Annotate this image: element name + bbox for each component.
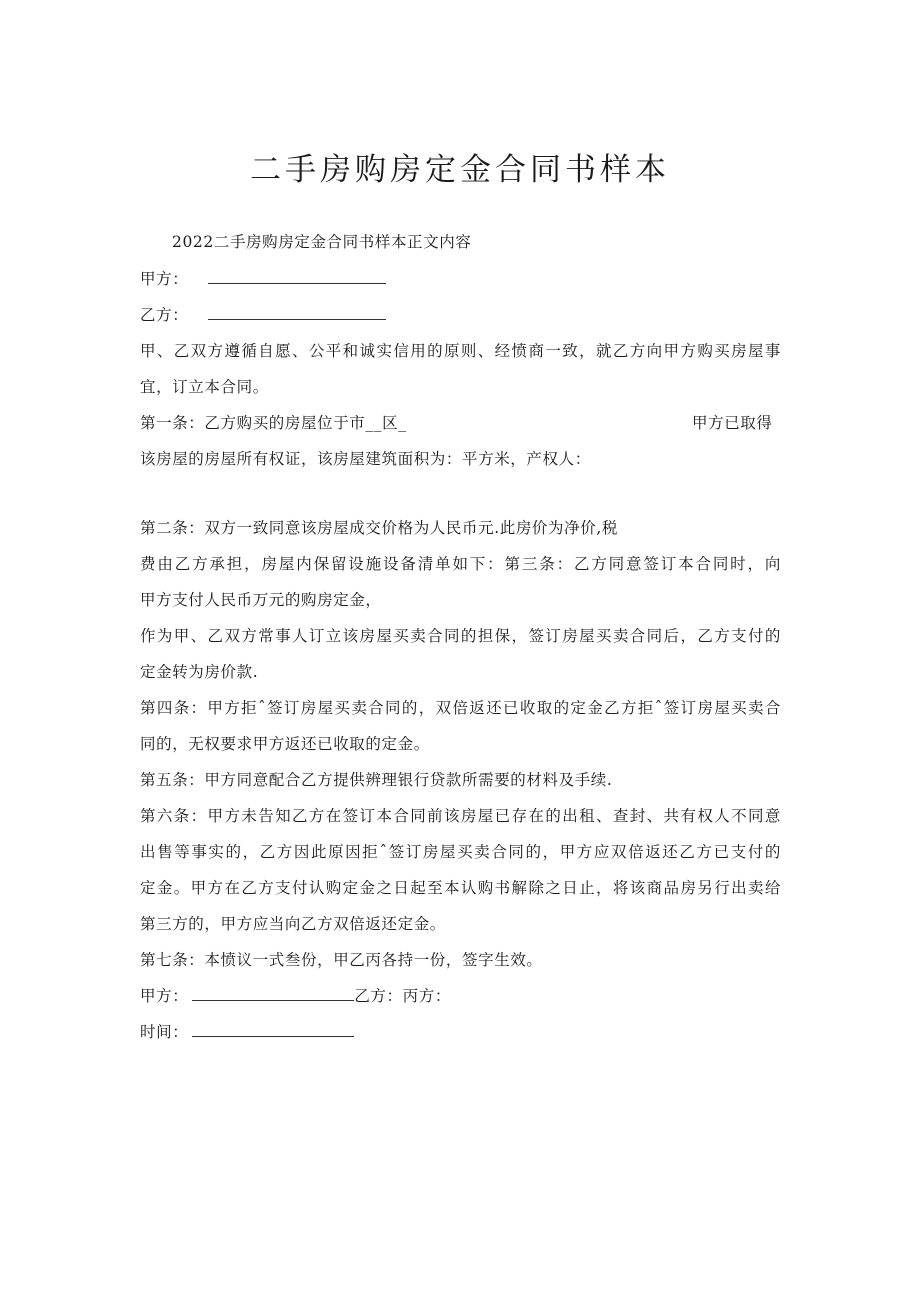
- article-4-line-1: 第四条：甲方拒ˆ签订房屋买卖合同的，双倍返还已收取的定金乙方拒ˆ签订房屋买卖合: [140, 699, 781, 717]
- article-2-line-1: 第二条：双方一致同意该房屋成交价格为人民币元.此房价为净价,税: [140, 519, 618, 537]
- article-1-line-2: 该房屋的房屋所有权证，该房屋建筑面积为：平方米，产权人：: [140, 450, 591, 468]
- party-b-label: 乙方：: [140, 306, 189, 324]
- sign-party-a-blank: [192, 985, 354, 1001]
- article-6-line-1: 第六条：甲方未告知乙方在签订本合同前该房屋已存在的出租、查封、共有权人不同意: [140, 807, 781, 825]
- article-4-line-2: 同的，无权要求甲方返还已收取的定金。: [140, 735, 430, 753]
- article-6-line-2: 出售等事实的，乙方因此原因拒ˆ签订房屋买卖合同的，甲方应双倍返还乙方已支付的: [140, 843, 781, 861]
- article-1-right: 甲方已取得: [692, 414, 773, 432]
- article-3-line-4: 定金转为房价款.: [140, 663, 259, 681]
- document-title: 二手房购房定金合同书样本: [250, 152, 670, 188]
- article-6-line-3: 定金。甲方在乙方支付认购定金之日起至本认购书解除之日止，将该商品房另行出卖给: [140, 879, 781, 897]
- article-1-left: 第一条：乙方购买的房屋位于市__区_: [140, 414, 407, 432]
- signature-line: [140, 985, 451, 1007]
- intro-line-2: 宜，订立本合同。: [140, 378, 269, 396]
- party-a-label: 甲方：: [140, 270, 189, 288]
- party-a-line: [140, 268, 386, 290]
- article-7-line-1: 第七条：本愤议一式叁份，甲乙丙各持一份，签字生效。: [140, 951, 543, 969]
- party-b-line: [140, 304, 386, 326]
- sign-time-label: 时间：: [140, 1023, 189, 1041]
- party-b-blank: [208, 304, 386, 320]
- sign-party-bc-label: 乙方：丙方：: [354, 987, 451, 1005]
- article-3-line-2: 甲方支付人民币万元的购房定金，: [140, 591, 382, 609]
- article-6-line-4: 第三方的，甲方应当向乙方双倍返还定金。: [140, 915, 446, 933]
- article-3-line-3: 作为甲、乙双方常事人订立该房屋买卖合同的担保，签订房屋买卖合同后，乙方支付的: [140, 627, 781, 645]
- party-a-blank: [208, 268, 386, 284]
- intro-line-1: 甲、乙双方遵循自愿、公平和诚实信用的原则、经愤商一致，就乙方向甲方购买房屋事: [140, 342, 781, 360]
- document-subtitle: 2022二手房购房定金合同书样本正文内容: [172, 233, 472, 251]
- sign-time-blank: [192, 1021, 354, 1037]
- article-5-line-1: 第五条：甲方同意配合乙方提供辨理银行贷款所需要的材料及手续.: [140, 771, 613, 789]
- article-2-line-2: 费由乙方承担，房屋内保留设施设备清单如下：第三条：乙方同意签订本合同时，向: [140, 555, 781, 573]
- sign-party-a-label: 甲方：: [140, 987, 189, 1005]
- time-line: [140, 1021, 354, 1043]
